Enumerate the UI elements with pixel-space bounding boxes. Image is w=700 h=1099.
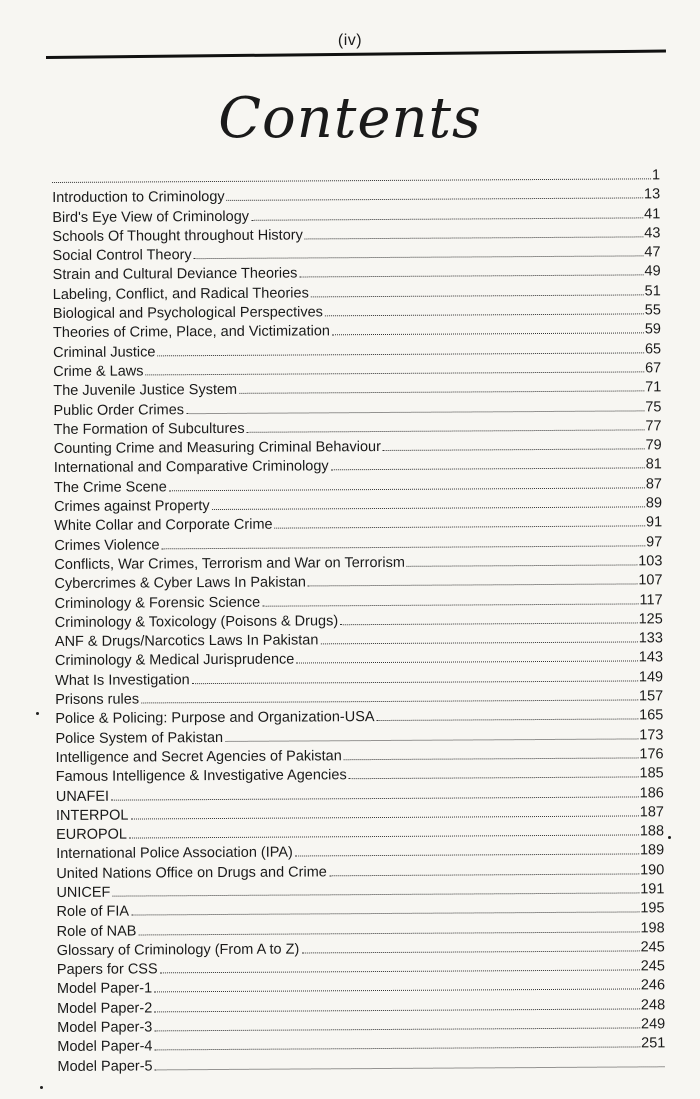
- toc-entry-title: Theories of Crime, Place, and Victimization: [52, 323, 331, 342]
- toc-entry-title: Social Control Theory: [52, 247, 192, 265]
- header-rule: [46, 50, 666, 59]
- dot-leader: [308, 583, 637, 587]
- dot-leader: [160, 969, 640, 974]
- toc-entry-page: 49: [644, 263, 661, 280]
- dot-leader: [332, 332, 644, 336]
- dot-leader: [145, 370, 644, 375]
- toc-entry-title: Prisons rules: [55, 691, 140, 709]
- toc-entry-title: Strain and Cultural Deviance Theories: [52, 265, 298, 284]
- toc-entry-title: Counting Crime and Measuring Criminal Behaviour: [53, 439, 381, 458]
- toc-entry-page: 47: [644, 244, 661, 261]
- dot-leader: [383, 448, 645, 452]
- table-of-contents: [52, 166, 666, 1077]
- toc-entry-title: Criminology & Medical Jurisprudence: [54, 651, 295, 670]
- toc-entry-page: 43: [644, 225, 661, 242]
- scan-speck: [40, 1086, 43, 1089]
- dot-leader: [325, 312, 644, 316]
- toc-entry-page: 251: [641, 1035, 666, 1052]
- toc-entry-page: 81: [645, 456, 662, 473]
- toc-entry-title: Police System of Pakistan: [55, 729, 224, 747]
- dot-leader: [157, 351, 644, 356]
- toc-entry-page: 117: [639, 591, 663, 608]
- toc-entry: [57, 1054, 665, 1077]
- toc-entry-page: 185: [639, 765, 664, 782]
- toc-entry-page: 133: [638, 630, 663, 647]
- toc-entry-page: 189: [639, 842, 665, 859]
- toc-entry-page: 79: [645, 437, 662, 454]
- toc-entry-page: 41: [644, 205, 661, 222]
- dot-leader: [141, 698, 638, 703]
- toc-entry-title: Public Order Crimes: [53, 401, 185, 419]
- toc-entry-page: 125: [638, 611, 663, 628]
- dot-leader: [154, 988, 640, 993]
- toc-entry-title: Intelligence and Secret Agencies of Pakistan: [55, 748, 342, 766]
- toc-entry-title: Cybercrimes & Cyber Laws In Pakistan: [54, 574, 306, 593]
- toc-entry-page: 87: [645, 476, 662, 493]
- toc-entry-title: Labeling, Conflict, and Radical Theories: [52, 285, 309, 303]
- toc-entry-page: 173: [639, 726, 664, 744]
- toc-entry-title: ANF & Drugs/Narcotics Laws In Pakistan: [54, 632, 319, 651]
- toc-entry-title: Criminal Justice: [53, 344, 156, 361]
- toc-entry-page: 89: [645, 495, 663, 512]
- toc-entry-title: Glossary of Criminology (From A to Z): [56, 941, 300, 959]
- toc-entry-title: Conflicts, War Crimes, Terrorism and War on Terrorism: [54, 554, 405, 573]
- toc-entry-page: 91: [645, 514, 663, 531]
- dot-leader: [111, 795, 639, 800]
- scan-speck: [668, 836, 671, 839]
- toc-entry-title: Famous Intelligence & Investigative Agencies: [55, 767, 347, 786]
- toc-entry-title: UNICEF: [56, 884, 111, 901]
- toc-entry-title: UNAFEI: [55, 788, 110, 805]
- toc-entry-title: The Formation of Subcultures: [53, 420, 245, 438]
- toc-entry-page: 13: [643, 186, 661, 203]
- dot-leader: [262, 602, 638, 606]
- toc-entry-title: International and Comparative Criminology: [53, 458, 329, 477]
- dot-leader: [275, 525, 645, 529]
- dot-leader: [130, 814, 638, 819]
- dot-leader: [194, 255, 644, 260]
- toc-entry-title: Model Paper-4: [57, 1038, 153, 1056]
- page-number: (iv): [337, 32, 363, 49]
- dot-leader: [329, 872, 639, 876]
- dot-leader: [344, 756, 639, 760]
- toc-entry-title: Model Paper-3: [57, 1019, 153, 1037]
- toc-entry-page: 249: [640, 1016, 666, 1033]
- toc-entry-title: Schools Of Thought throughout History: [52, 227, 303, 245]
- dot-leader: [154, 1026, 640, 1031]
- dot-leader: [129, 834, 639, 839]
- toc-entry-page: 103: [638, 553, 663, 570]
- toc-entry-title: Role of FIA: [56, 903, 130, 921]
- dot-leader: [377, 718, 639, 722]
- dot-leader: [162, 544, 646, 549]
- dot-leader: [251, 216, 643, 220]
- dot-leader: [192, 679, 638, 684]
- toc-entry-page: 51: [644, 283, 661, 300]
- toc-entry-page: 187: [639, 804, 664, 821]
- toc-entry-title: EUROPOL: [56, 826, 128, 844]
- dot-leader: [227, 197, 643, 202]
- dot-leader: [186, 409, 644, 414]
- toc-entry-page: 149: [638, 668, 664, 686]
- toc-entry-page: 157: [638, 688, 664, 705]
- toc-entry-page: 1: [651, 167, 661, 184]
- toc-entry-title: Role of NAB: [56, 923, 137, 940]
- scan-speck: [36, 712, 39, 715]
- dot-leader: [239, 390, 644, 394]
- toc-entry-title: International Police Association (IPA): [56, 844, 293, 863]
- dot-leader: [154, 1007, 640, 1012]
- dot-leader: [131, 911, 639, 916]
- toc-entry-page: 75: [645, 398, 662, 415]
- toc-entry-page: 245: [640, 939, 665, 956]
- toc-entry-title: United Nations Office on Drugs and Crime: [56, 864, 327, 882]
- dot-leader: [331, 467, 645, 471]
- dot-leader: [320, 641, 637, 645]
- dot-leader: [295, 853, 639, 857]
- toc-entry-page: 245: [640, 958, 665, 975]
- dot-leader: [138, 930, 639, 935]
- toc-entry-page: 176: [639, 746, 664, 763]
- toc-entry-page: 248: [640, 997, 666, 1014]
- toc-entry-page: 246: [640, 977, 666, 994]
- toc-entry-title: Crimes against Property: [54, 498, 210, 516]
- dot-leader: [296, 660, 637, 664]
- toc-entry-title: INTERPOL: [55, 807, 129, 824]
- toc-entry-title: Introduction to Criminology: [52, 189, 225, 207]
- toc-entry-title: What Is Investigation: [55, 671, 190, 689]
- toc-entry-page: 77: [645, 418, 662, 435]
- page-title: Contents: [218, 86, 482, 151]
- toc-entry-title: Crimes Violence: [54, 536, 160, 554]
- toc-entry-page: 71: [645, 379, 662, 396]
- dot-leader: [349, 776, 639, 780]
- toc-entry-page: 55: [644, 302, 661, 319]
- toc-entry-title: White Collar and Corporate Crime: [54, 517, 273, 535]
- dot-leader: [52, 177, 651, 183]
- toc-entry-title: The Crime Scene: [53, 479, 167, 496]
- toc-entry-title: Model Paper-2: [57, 1000, 153, 1017]
- dot-leader: [305, 235, 643, 239]
- dot-leader: [154, 1046, 640, 1051]
- toc-entry-title: Criminology & Toxicology (Poisons & Drugs): [54, 613, 339, 631]
- dot-leader: [311, 293, 644, 297]
- toc-entry-page: 67: [645, 360, 662, 377]
- toc-entry-page: 195: [640, 900, 665, 917]
- toc-entry-page: 165: [639, 707, 664, 724]
- dot-leader: [340, 621, 637, 625]
- toc-entry-page: 97: [646, 533, 663, 551]
- toc-entry-page: 143: [638, 649, 664, 666]
- dot-leader: [301, 949, 639, 953]
- dot-leader: [225, 737, 638, 742]
- dot-leader: [155, 1065, 665, 1070]
- toc-entry-page: 107: [638, 572, 663, 589]
- toc-entry-title: Biological and Psychological Perspectives: [52, 304, 323, 323]
- toc-entry-page: 198: [640, 919, 665, 936]
- toc-entry-title: Model Paper-5: [57, 1058, 153, 1075]
- dot-leader: [407, 563, 637, 566]
- toc-entry-title: Crime & Laws: [53, 363, 144, 380]
- dot-leader: [169, 486, 645, 491]
- toc-entry-title: Criminology & Forensic Science: [54, 594, 261, 612]
- dot-leader: [112, 891, 639, 896]
- dot-leader: [247, 428, 645, 432]
- toc-entry-title: Police & Policing: Purpose and Organization-USA: [55, 709, 375, 728]
- toc-entry-title: Papers for CSS: [56, 961, 158, 979]
- toc-entry-page: 65: [644, 340, 662, 358]
- toc-entry-page: 186: [639, 784, 664, 801]
- toc-entry-page: 188: [639, 823, 665, 840]
- toc-entry-title: Bird's Eye View of Criminology: [52, 208, 250, 226]
- toc-entry-page: 191: [640, 881, 665, 898]
- toc-entry-title: The Juvenile Justice System: [53, 382, 238, 400]
- toc-entry-page: 59: [644, 321, 662, 338]
- toc-entry-page: 190: [640, 861, 665, 879]
- toc-entry-title: Model Paper-1: [56, 980, 153, 998]
- dot-leader: [299, 274, 643, 278]
- dot-leader: [212, 505, 645, 510]
